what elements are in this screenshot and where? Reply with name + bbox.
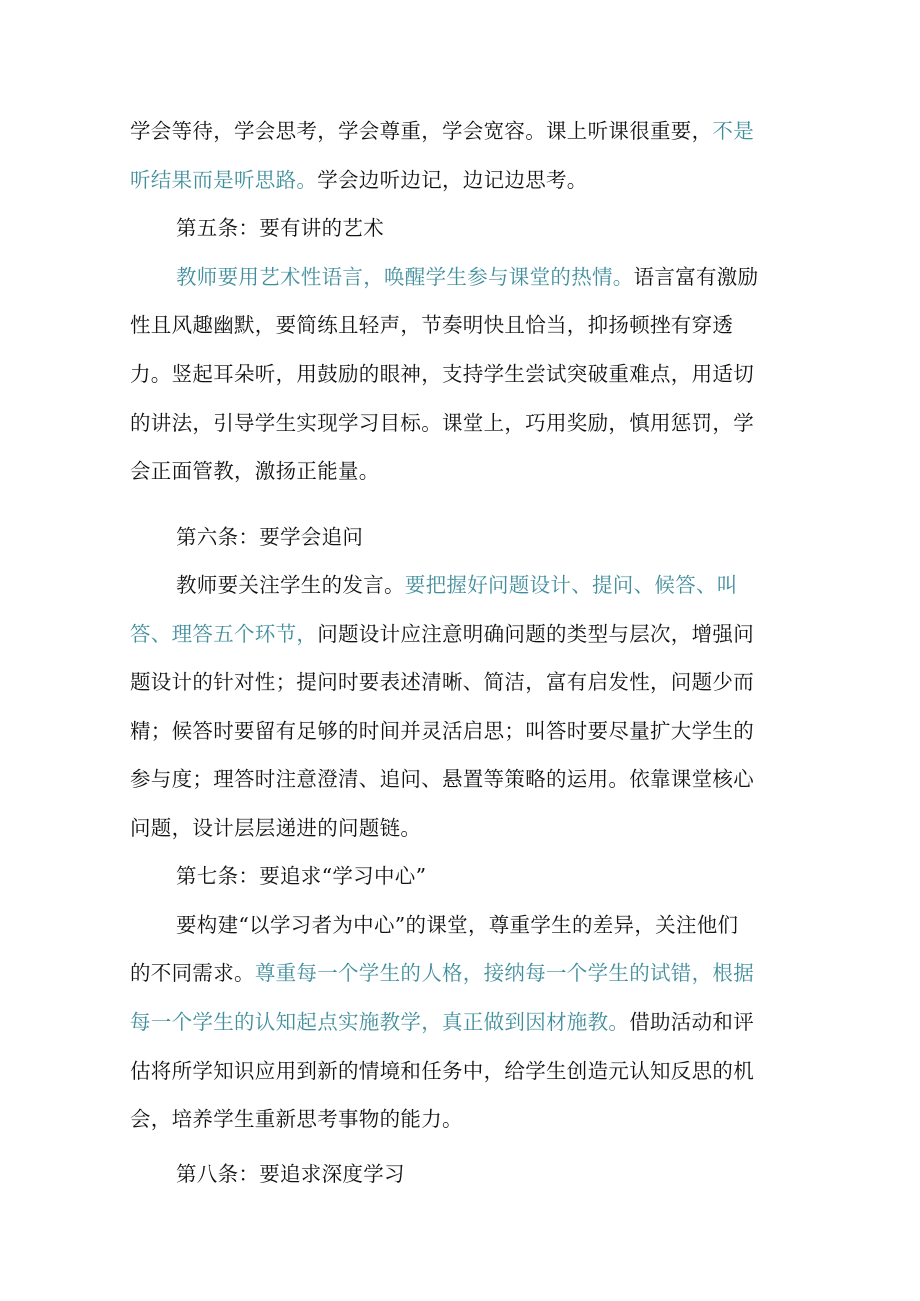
paragraph-line <box>130 1056 754 1086</box>
paragraph-line <box>130 619 754 649</box>
section-heading-8 <box>176 1159 405 1189</box>
paragraph-line <box>130 116 754 146</box>
body-text: 力。竖起耳朵听，用鼓励的眼神，支持学生尝试突破重难点，用适切 <box>130 362 754 386</box>
paragraph-line <box>176 910 738 940</box>
section-heading-5 <box>176 213 384 243</box>
body-text: 问题设计应注意明确问题的类型与层次，增强问 <box>317 622 755 646</box>
body-text: 学会等待，学会思考，学会尊重，学会宽容。课上听课很重要， <box>130 119 713 143</box>
paragraph-line <box>130 408 754 438</box>
paragraph-line <box>130 1007 754 1037</box>
body-text: 会正面管教，激扬正能量。 <box>130 459 380 483</box>
body-text: 题设计的针对性；提问时要表述清晰、简洁，富有启发性，问题少而 <box>130 670 754 694</box>
body-text: 会，培养学生重新思考事物的能力。 <box>130 1107 463 1131</box>
heading-text: 第八条：要追求深度学习 <box>176 1162 405 1186</box>
paragraph-line <box>130 456 380 486</box>
heading-text: 第七条：要追求“学习中心” <box>176 864 427 888</box>
highlighted-text: 教师要用艺术性语言，唤醒学生参与课堂的热情。 <box>176 265 634 289</box>
paragraph-line <box>130 667 754 697</box>
highlighted-text: 尊重每一个学生的人格，接纳每一个学生的试错，根据 <box>254 961 755 985</box>
body-text: 的讲法，引导学生实现学习目标。课堂上，巧用奖励，慎用惩罚，学 <box>130 411 754 435</box>
heading-text: 第六条：要学会追问 <box>176 525 364 549</box>
paragraph-line <box>130 764 754 794</box>
highlighted-text: 听结果而是听思路。 <box>130 168 318 192</box>
paragraph-line <box>130 310 733 340</box>
highlighted-text: 答、理答五个环节， <box>130 622 318 646</box>
highlighted-text: 每一个学生的认知起点实施教学，真正做到因材施教。 <box>130 1010 630 1034</box>
paragraph-line <box>130 958 754 988</box>
body-text: 学会边听边记，边记边思考。 <box>317 168 588 192</box>
paragraph-line <box>176 262 758 292</box>
section-heading-7 <box>176 861 426 891</box>
highlighted-text: 不是 <box>712 119 755 143</box>
paragraph-line <box>130 165 588 195</box>
body-text: 要构建“以学习者为中心”的课堂，尊重学生的差异，关注他们 <box>176 913 739 937</box>
body-text: 估将所学知识应用到新的情境和任务中，给学生创造元认知反思的机 <box>130 1059 754 1083</box>
body-text: 教师要关注学生的发言。 <box>176 573 405 597</box>
section-heading-6 <box>176 522 363 552</box>
body-text: 的不同需求。 <box>130 961 255 985</box>
body-text: 借助活动和评 <box>629 1010 755 1034</box>
highlighted-text: 要把握好问题设计、提问、候答、叫 <box>404 573 738 597</box>
body-text: 参与度；理答时注意澄清、追问、悬置等策略的运用。依靠课堂核心 <box>130 767 754 791</box>
body-text: 问题，设计层层递进的问题链。 <box>130 816 422 840</box>
paragraph-line <box>130 716 754 746</box>
body-text: 语言富有激励 <box>633 265 759 289</box>
paragraph-line <box>176 570 738 600</box>
body-text: 精；候答时要留有足够的时间并灵活启思；叫答时要尽量扩大学生的 <box>130 719 754 743</box>
paragraph-line <box>130 1104 463 1134</box>
paragraph-line <box>130 359 754 389</box>
paragraph-line <box>130 813 421 843</box>
heading-text: 第五条：要有讲的艺术 <box>176 216 384 240</box>
body-text: 性且风趣幽默，要简练且轻声，节奏明快且恰当，抑扬顿挫有穿透 <box>130 313 734 337</box>
